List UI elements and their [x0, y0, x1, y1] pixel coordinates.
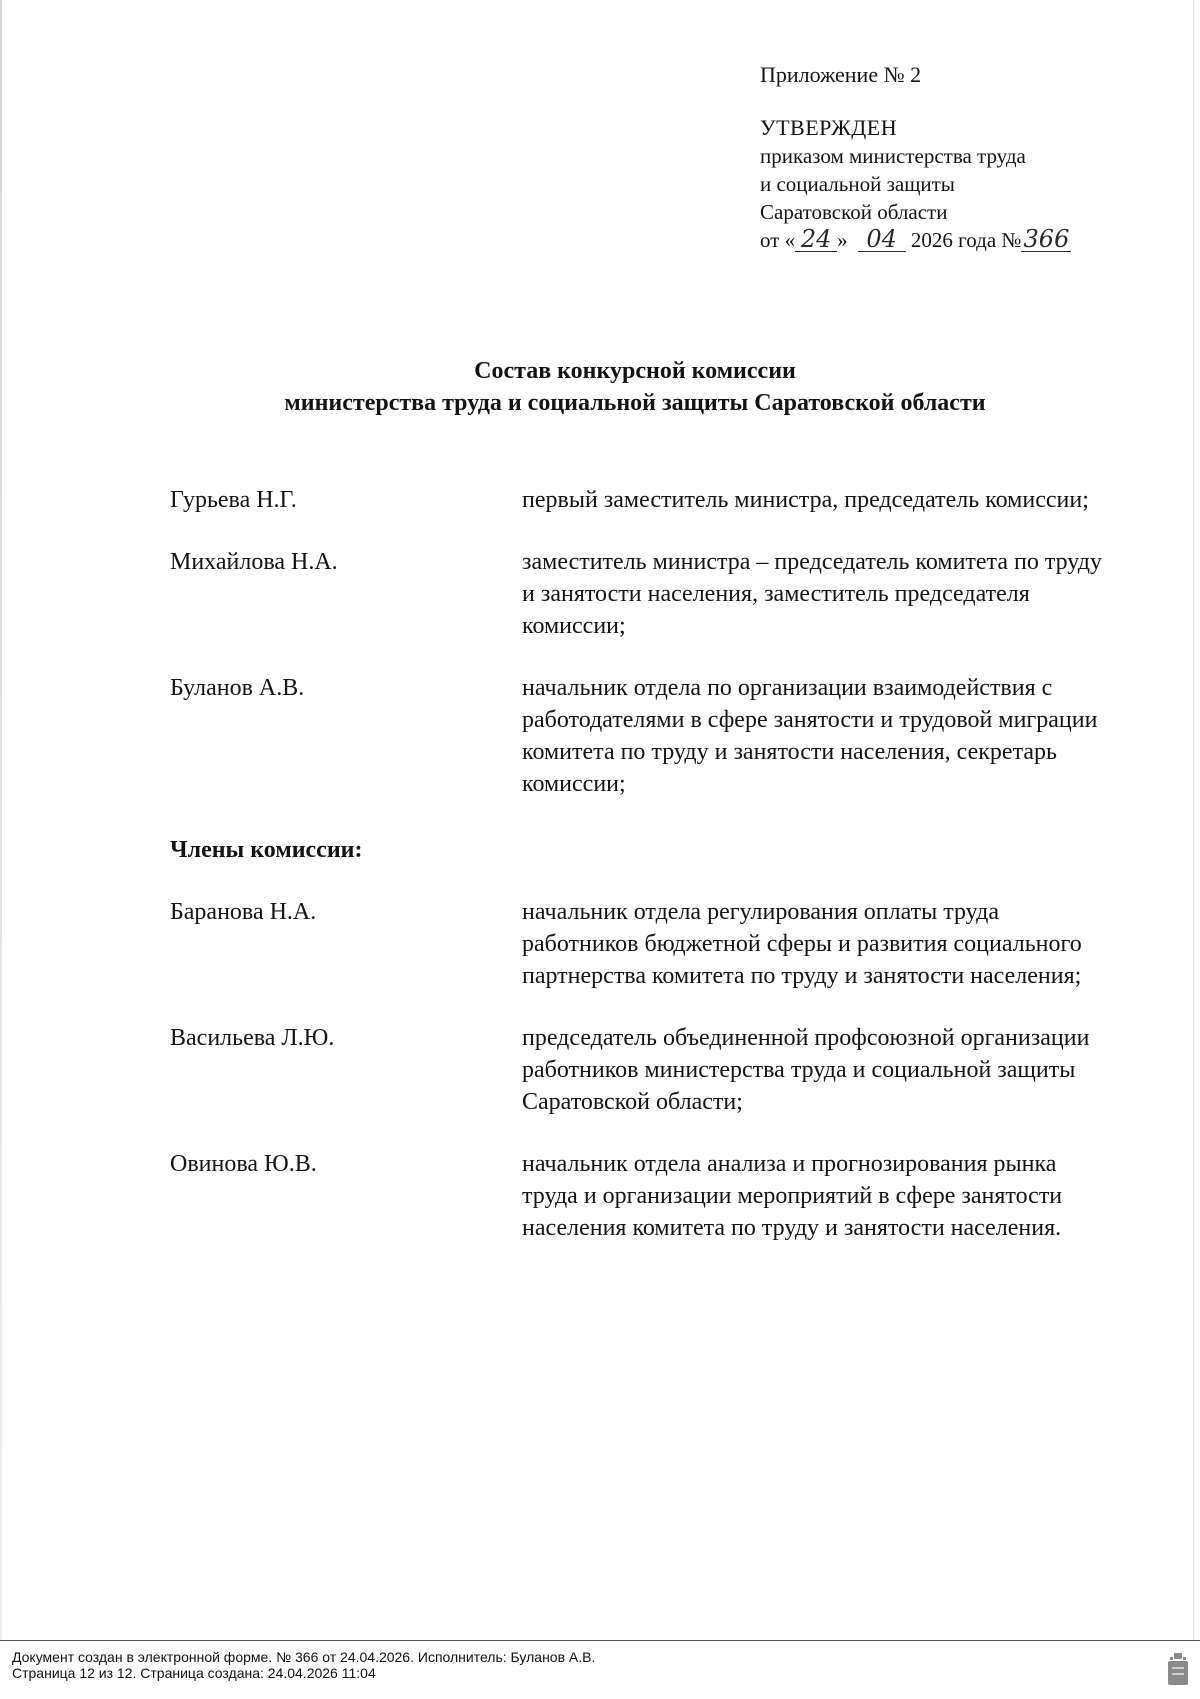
member-role: заместитель министра – председатель комитета по труду и занятости населения, заместитель председателя комиссии; [522, 549, 1102, 639]
document-title [120, 355, 1150, 419]
member-name: Васильева Л.Ю. [170, 1025, 335, 1051]
scan-edge-left [0, 0, 2, 1640]
electronic-document-footer [0, 1640, 1200, 1699]
approved-label: УТВЕРЖДЕН [760, 115, 898, 140]
approval-line-1: приказом министерства труда [760, 144, 1026, 168]
member-name: Овинова Ю.В. [170, 1151, 317, 1177]
leader-row-secretary [170, 672, 1110, 800]
title-line-2: министерства труда и социальной защиты Саратовской области [284, 390, 986, 416]
footer-text [12, 1649, 595, 1681]
member-name: Баранова Н.А. [170, 899, 317, 925]
member-role: первый заместитель министра, председатель комиссии; [522, 487, 1089, 513]
member-name: Буланов А.В. [170, 675, 305, 701]
member-row [170, 1022, 1110, 1118]
date-year-text: 2026 года № [910, 228, 1022, 252]
member-name: Михайлова Н.А. [170, 549, 338, 575]
footer-line-2: Страница 12 из 12. Страница создана: 24.04.2026 11:04 [12, 1665, 376, 1681]
member-role: начальник отдела анализа и прогнозирования рынка труда и организации мероприятий в сфере занятости населения комитета по труду и занятости населения. [522, 1151, 1063, 1241]
appendix-label: Приложение № 2 [760, 62, 922, 87]
date-mid: » [837, 228, 848, 252]
member-role: начальник отдела регулирования оплаты труда работников бюджетной сферы и развития социального партнерства комитета по труду и занятости населения; [522, 899, 1082, 989]
approval-line-3: Саратовской области [760, 200, 948, 224]
handwritten-month: 04 [858, 227, 906, 252]
scan-edge-right [1193, 0, 1194, 1640]
member-row [170, 1148, 1110, 1244]
member-role: начальник отдела по организации взаимодействия с работодателями в сфере занятости и трудовой миграции комитета по труду и занятости населения, секретарь комиссии; [522, 675, 1098, 797]
approval-date-line [760, 226, 1180, 254]
leader-row-chair [170, 484, 1110, 516]
date-prefix: от « [760, 228, 796, 252]
member-row [170, 896, 1110, 992]
leader-row-deputy [170, 546, 1110, 642]
members-heading: Члены комиссии: [170, 837, 363, 863]
member-role: председатель объединенной профсоюзной организации работников министерства труда и социальной защиты Саратовской области; [522, 1025, 1090, 1115]
title-line-1: Состав конкурсной комиссии [474, 358, 796, 384]
footer-line-1: Документ создан в электронной форме. № 366 от 24.04.2026. Исполнитель: Буланов А.В. [12, 1649, 596, 1665]
handwritten-day: 24 [795, 227, 837, 252]
approval-block [760, 60, 1180, 254]
handwritten-order-number: 366 [1021, 227, 1071, 252]
commission-list [170, 484, 1110, 1244]
document-system-logo-icon [1166, 1651, 1190, 1687]
member-name: Гурьева Н.Г. [170, 487, 297, 513]
approval-line-2: и социальной защиты [760, 172, 955, 196]
